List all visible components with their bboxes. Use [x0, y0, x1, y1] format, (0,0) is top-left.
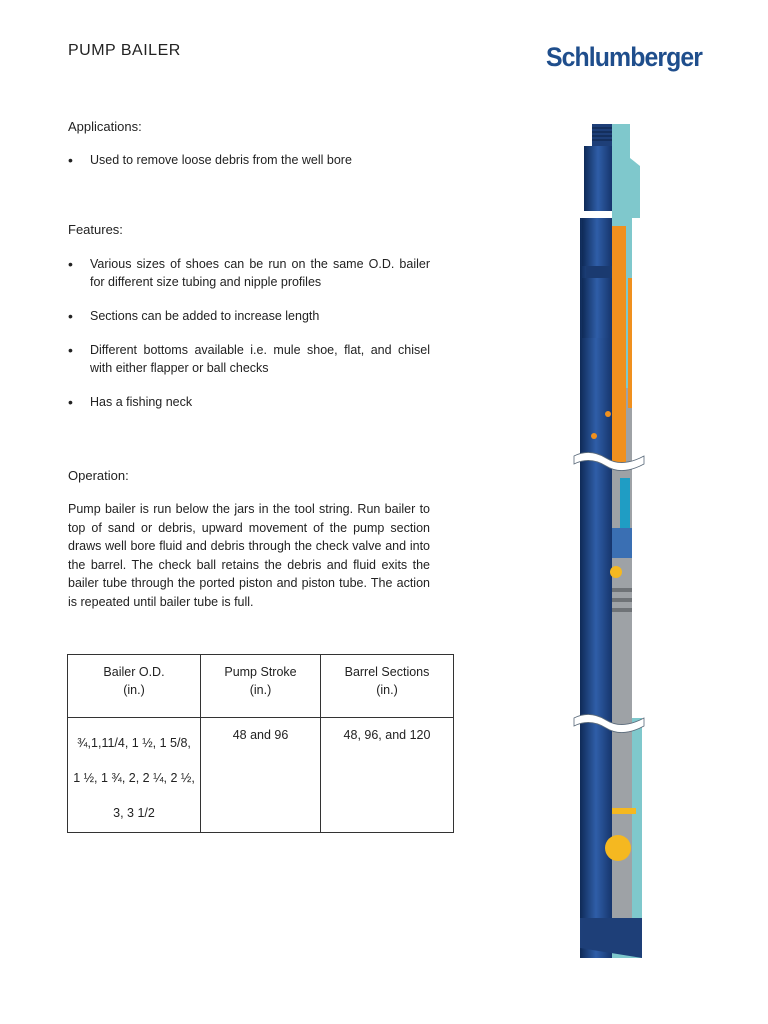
operation-text: Pump bailer is run below the jars in the tool string. Run bailer to top of sand or debris, upward movement of the pump section draws well bore fluid and debris through the check valve and into the barrel. The check ball retains the debris and fluid exits the bailer tube through the ported piston and piston tube. The action is repeated until bailer tube is full.: [68, 502, 430, 609]
list-item: • Different bottoms available i.e. mule shoe, flat, and chisel with either flapper or ball checks: [68, 341, 430, 377]
barrel-body: [580, 338, 612, 958]
specs-table: [67, 654, 454, 833]
upper-sub: [582, 218, 612, 266]
list-item: • Used to remove loose debris from the well bore: [68, 151, 430, 169]
piston-rings: [612, 588, 632, 612]
features-heading: Features:: [68, 222, 123, 237]
header-pump-stroke: [201, 655, 321, 718]
operation-heading: Operation:: [68, 468, 129, 483]
features-list: [68, 255, 430, 427]
fishing-neck: [584, 146, 612, 211]
schlumberger-logo: Schlumberger: [546, 42, 702, 72]
piston: [612, 528, 632, 558]
check-ball-upper: [610, 566, 622, 578]
cell-line: 1 ½, 1 ¾, 2, 2 ¼, 2 ½,: [73, 771, 195, 785]
header-unit: (in.): [249, 683, 272, 697]
internal-tube: [612, 388, 632, 948]
table-header-row: [68, 655, 454, 718]
list-item: • Has a fishing neck: [68, 393, 430, 411]
cell-line: ¾,1,11/4, 1 ½, 1 5/8,: [77, 736, 191, 750]
list-item: • Sections can be added to increase length: [68, 307, 430, 325]
pump-housing: [582, 278, 612, 338]
list-item: • Various sizes of shoes can be run on the same O.D. bailer for different size tubing and nipple profiles: [68, 255, 430, 291]
cell-line: 3, 3 1/2: [113, 806, 155, 820]
piston-rod: [612, 226, 626, 466]
header-line: Pump Stroke: [224, 665, 297, 679]
thread-top: [592, 124, 612, 146]
applications-heading: Applications:: [68, 119, 142, 134]
header-unit: (in.): [376, 683, 398, 697]
cell-bailer-od: [68, 718, 201, 833]
port-hole: [605, 411, 611, 417]
cell-pump-stroke: 48 and 96: [201, 718, 321, 833]
header-unit: (in.): [123, 683, 145, 697]
header-line: Bailer O.D.: [103, 665, 165, 679]
page-title: PUMP BAILER: [68, 42, 181, 59]
check-ball-lower: [605, 835, 631, 861]
port-hole: [591, 433, 597, 439]
rod-side: [628, 278, 632, 408]
header-barrel-sections: [321, 655, 454, 718]
cell-barrel-sections: 48, 96, and 120: [321, 718, 454, 833]
check-seat: [612, 808, 636, 814]
applications-list: [68, 151, 430, 185]
neck-groove: [586, 266, 612, 278]
header-bailer-od: [68, 655, 201, 718]
table-row: [68, 718, 454, 833]
header-line: Barrel Sections: [344, 665, 430, 679]
pump-bailer-diagram: [570, 118, 660, 958]
